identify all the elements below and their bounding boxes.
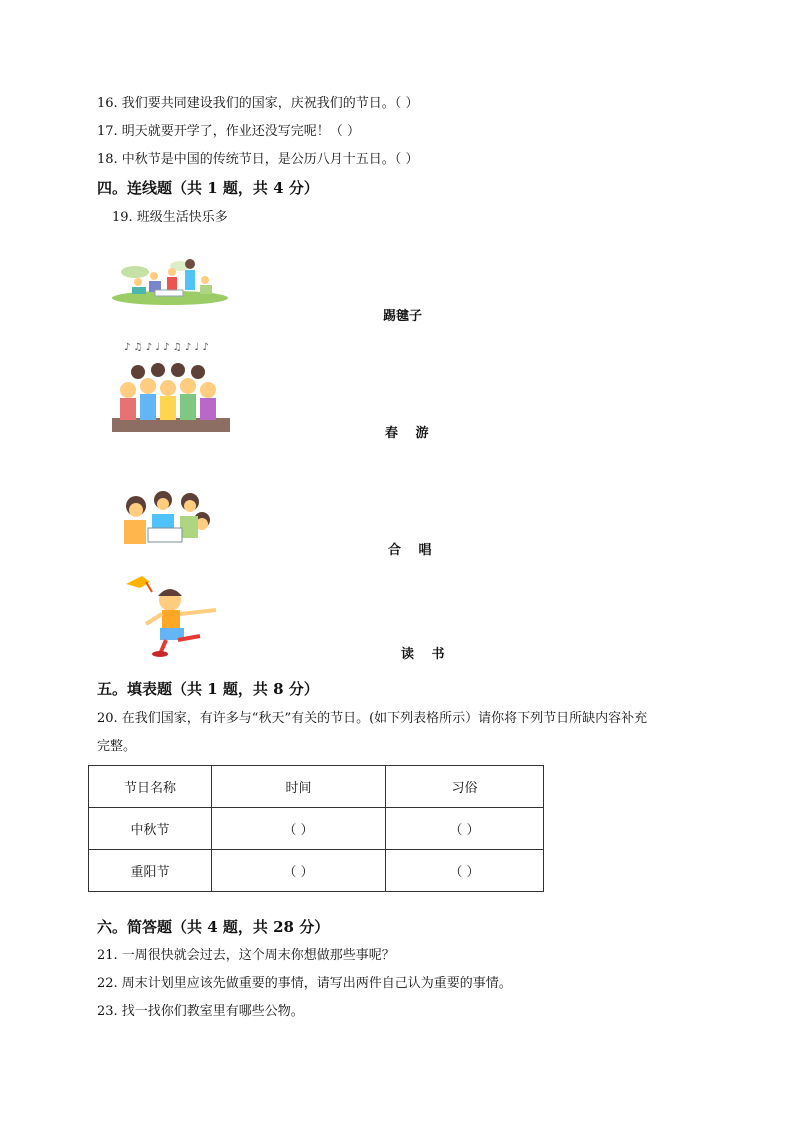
question-20-line-2: 完整。 [97,739,137,754]
custom-blank-cell[interactable]: （ ） [386,850,544,892]
match-answer-3: 合 唱 [388,543,432,558]
section-5-title: 五。填表题（共 1 题，共 8 分） [97,680,319,698]
question-23: 23. 找一找你们教室里有哪些公物。 [97,1004,304,1019]
choir-illustration [108,338,232,436]
table-row [89,850,544,892]
question-20-line-1: 20. 在我们国家，有许多与“秋天”有关的节日。(如下列表格所示）请你将下列节日所缺内容补充 [97,711,648,726]
section-4-title: 四。连线题（共 1 题，共 4 分） [97,179,319,197]
question-16: 16. 我们要共同建设我们的国家，庆祝我们的节日。（ ） [97,96,419,111]
shuttlecock-girl-illustration [120,570,230,658]
match-answer-2: 春 游 [385,426,429,441]
question-18: 18. 中秋节是中国的传统节日，是公历八月十五日。（ ） [97,152,419,167]
question-17: 17. 明天就要开学了，作业还没写完呢！（ ） [97,124,360,139]
time-blank-cell[interactable]: （ ） [212,850,386,892]
table-row [89,808,544,850]
question-19: 19. 班级生活快乐多 [112,210,228,225]
svg-text:♪ ♫ ♪ ♩ ♪ ♫ ♪ ♩ ♪: ♪ ♫ ♪ ♩ ♪ ♫ ♪ ♩ ♪ [124,342,209,353]
festival-table [88,765,544,892]
table-header-row [89,766,544,808]
header-time: 时间 [212,766,386,808]
festival-name-cell: 中秋节 [89,808,212,850]
festival-name-cell: 重阳节 [89,850,212,892]
header-custom: 习俗 [386,766,544,808]
reading-group-illustration [118,488,218,550]
time-blank-cell[interactable]: （ ） [212,808,386,850]
question-21: 21. 一周很快就会过去，这个周末你想做那些事呢？ [97,948,395,963]
section-6-title: 六。简答题（共 4 题，共 28 分） [97,918,330,936]
match-answer-1: 踢毽子 [383,309,423,324]
custom-blank-cell[interactable]: （ ） [386,808,544,850]
match-answer-4: 读 书 [401,647,445,662]
header-festival-name: 节日名称 [89,766,212,808]
picnic-illustration [110,252,230,308]
question-22: 22. 周末计划里应该先做重要的事情，请写出两件自己认为重要的事情。 [97,976,512,991]
